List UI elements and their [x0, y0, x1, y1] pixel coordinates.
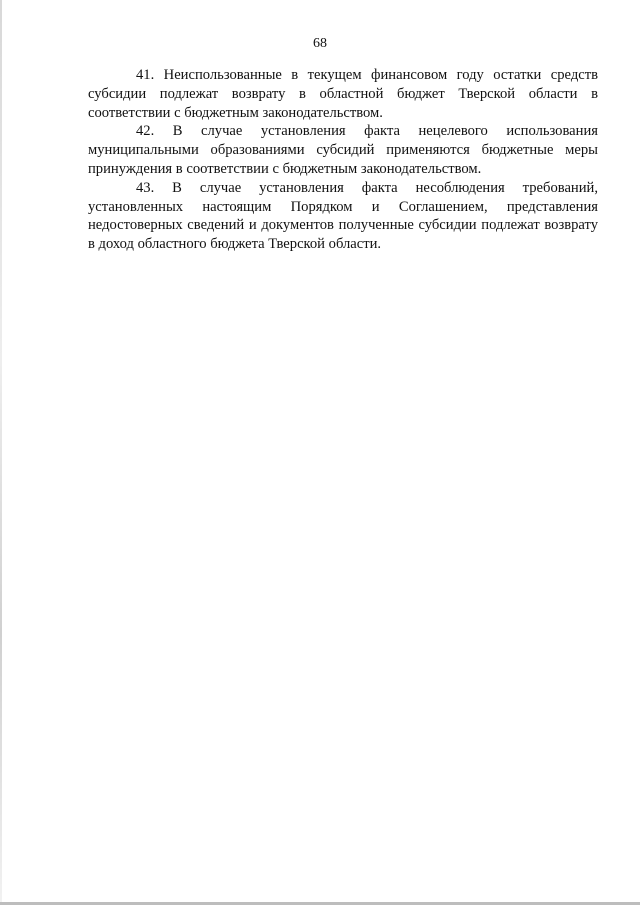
paragraph-42: 42. В случае установления факта нецелевого использования муниципальными образованиями субсидий применяются бюджетные меры принуждения в соответствии с бюджетным законодательством. — [88, 123, 598, 177]
document-body — [88, 66, 598, 254]
page-number: 68 — [313, 36, 327, 51]
scan-edge-left — [0, 0, 2, 905]
paragraph-41: 41. Неиспользованные в текущем финансовом году остатки средств субсидии подлежат возврату в областной бюджет Тверской области в соответствии с бюджетным законодательством. — [88, 67, 598, 121]
paragraph-43: 43. В случае установления факта несоблюдения требований, установленных настоящим Порядком и Соглашением, представления недостоверных сведений и документов полученные субсидии подлежат возврату в доход областного бюджета Тверской области. — [88, 179, 598, 253]
